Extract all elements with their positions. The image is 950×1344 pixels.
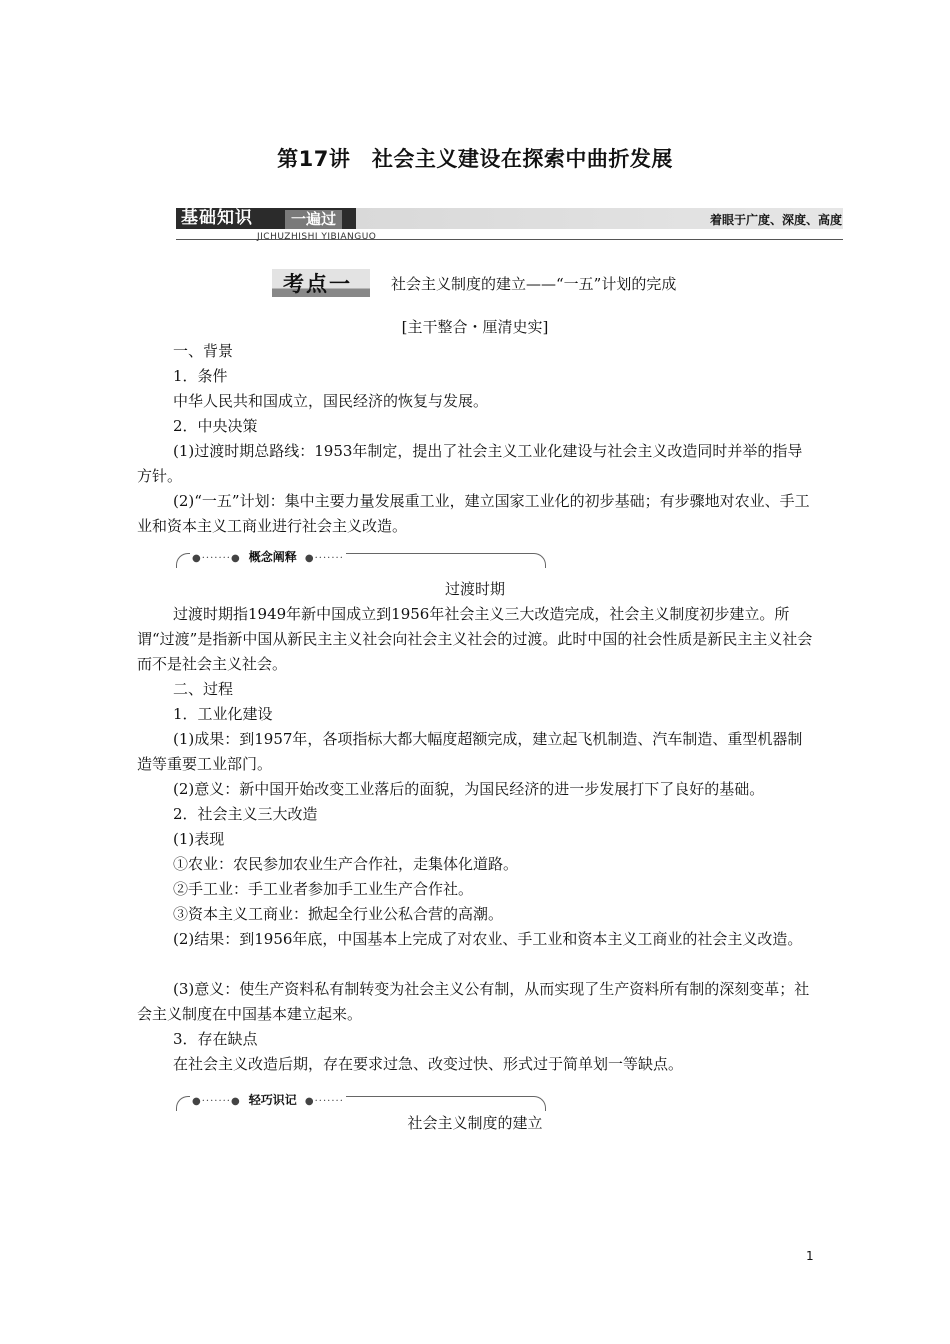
kaodian-heading: 社会主义制度的建立——“一五”计划的完成 [391,275,677,293]
heading-background: 一、背景 [173,342,234,360]
kaodian-label: 考点一 [283,272,352,296]
subheading-industrialization: 1．工业化建设 [173,705,273,723]
subheading-transformation: 2．社会主义三大改造 [173,805,318,823]
concept-box-label-wrap [190,546,346,565]
subheading-conditions: 1．条件 [173,367,228,385]
banner-right-label: 着眼于广度、深度、高度 [709,213,842,227]
concept-title: 过渡时期 [444,580,505,598]
banner-sub-label: 一遍过 [285,210,342,229]
paragraph: ①农业：农民参加农业生产合作社，走集体化道路。 [173,855,519,873]
section-title: [主干整合・厘清史实] [401,318,549,336]
dots-decoration: ●·······● [192,553,241,564]
concept-box-label-wrap [190,1089,346,1108]
dots-decoration: ●·······● [192,1096,241,1107]
heading-process: 二、过程 [173,680,234,698]
page-title: 第17讲 社会主义建设在探索中曲折发展 [277,147,673,171]
paragraph: ③资本主义工商业：掀起全行业公私合营的高潮。 [173,905,504,923]
paragraph: (1)过渡时期总路线：1953年制定，提出了社会主义工业化建设与社会主义改造同时并举的指导方针。 [137,442,803,485]
banner-pinyin: JICHUZHISHI YIBIANGUO [257,232,377,242]
dots-decoration: ●······· [304,1096,344,1107]
paragraph: (1)成果：到1957年，各项指标大都大幅度超额完成，建立起飞机制造、汽车制造、重型机器制造等重要工业部门。 [137,730,803,773]
paragraph: 中华人民共和国成立，国民经济的恢复与发展。 [173,392,489,410]
paragraph: (3)意义：使生产资料私有制转变为社会主义公有制，从而实现了生产资料所有制的深刻变革；社会主义制度在中国基本建立起来。 [137,980,810,1023]
banner-main-label: 基础知识 [181,208,253,228]
paragraph: (2)结果：到1956年底，中国基本上完成了对农业、手工业和资本主义工商业的社会主义改造。 [173,930,803,948]
page-number: 1 [806,1249,814,1263]
paragraph: (2)“一五”计划：集中主要力量发展重工业，建立国家工业化的初步基础；有步骤地对农业、手工业和资本主义工商业进行社会主义改造。 [137,492,810,535]
paragraph: 在社会主义改造后期，存在要求过急、改变过快、形式过于简单划一等缺点。 [173,1055,684,1073]
subheading-decision: 2．中央决策 [173,417,258,435]
paragraph: 过渡时期指1949年新中国成立到1956年社会主义三大改造完成，社会主义制度初步建立。所谓“过渡”是指新中国从新民主主义社会向社会主义社会的过渡。此时中国的社会性质是新民主主义社会而不是社会主义社会。 [137,605,813,673]
paragraph: (2)意义：新中国开始改变工业落后的面貌，为国民经济的进一步发展打下了良好的基础。 [173,780,765,798]
dots-decoration: ●······· [304,553,344,564]
concept-title: 社会主义制度的建立 [407,1114,543,1132]
subheading-shortcomings: 3．存在缺点 [173,1030,258,1048]
concept-box-label: 轻巧识记 [246,1093,300,1107]
paragraph: ②手工业：手工业者参加手工业生产合作社。 [173,880,474,898]
paragraph: (1)表现 [173,830,225,848]
concept-box-label: 概念阐释 [246,550,300,564]
